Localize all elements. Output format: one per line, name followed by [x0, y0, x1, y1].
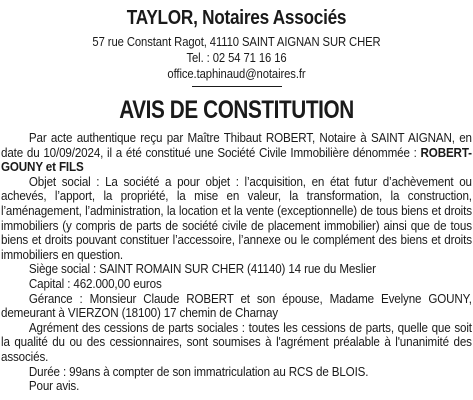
firm-address: 57 rue Constant Ragot, 41110 SAINT AIGNAN SUR CHER — [92, 35, 381, 49]
notice-body — [1, 131, 472, 394]
notice-title: AVIS DE CONSTITUTION — [119, 96, 354, 124]
siege-paragraph: Siège social : SAINT ROMAIN SUR CHER (41140) 14 rue du Meslier — [28, 262, 376, 277]
objet-paragraph: Objet social : La société a pour objet : l’acquisition, en état futur d’achèvement ou achevés, l’apport, la propriété, la mise en valeur, la transformation, la construction, l’aménagement, l’administration, la location et la vente (exceptionnelle) de tous biens et droits immobiliers (y compris de parts de société civile de placement immobilier) ainsi que de tous biens et droits pouvant constituer l’accessoire, l’annexe ou le complément des biens et droits immobiliers en question. — [1, 174, 472, 262]
header-divider — [192, 86, 282, 87]
firm-name: TAYLOR, Notaires Associés — [126, 7, 347, 29]
closing-paragraph: Pour avis. — [28, 379, 80, 394]
agrement-paragraph: Agrément des cessions de parts sociales : toutes les cessions de parts, quelle que soit la qualité du ou des cessionnaires, sont soumises à l'agrément préalable à l'unanimité des associés. — [1, 320, 472, 364]
intro-text: Par acte authentique reçu par Maître Thibaut ROBERT, Notaire à SAINT AIGNAN, en date du 10/09/2024, il a été constitué une Société Civile Immobilière dénommée : — [1, 131, 472, 160]
intro-paragraph — [1, 131, 472, 175]
capital-paragraph: Capital : 462.000,00 euros — [28, 276, 162, 291]
company-name: ROBERT-GOUNY et FILS — [1, 145, 472, 175]
duree-paragraph: Durée : 99ans à compter de son immatriculation au RCS de BLOIS. — [28, 364, 369, 379]
firm-email: office.taphinaud@notaires.fr — [167, 67, 306, 81]
gerance-paragraph: Gérance : Monsieur Claude ROBERT et son épouse, Madame Evelyne GOUNY, demeurant à VIERZON (18100) 17 chemin de Charnay — [1, 291, 472, 321]
notary-header — [1, 6, 472, 87]
firm-phone: Tel. : 02 54 71 16 16 — [186, 51, 287, 65]
